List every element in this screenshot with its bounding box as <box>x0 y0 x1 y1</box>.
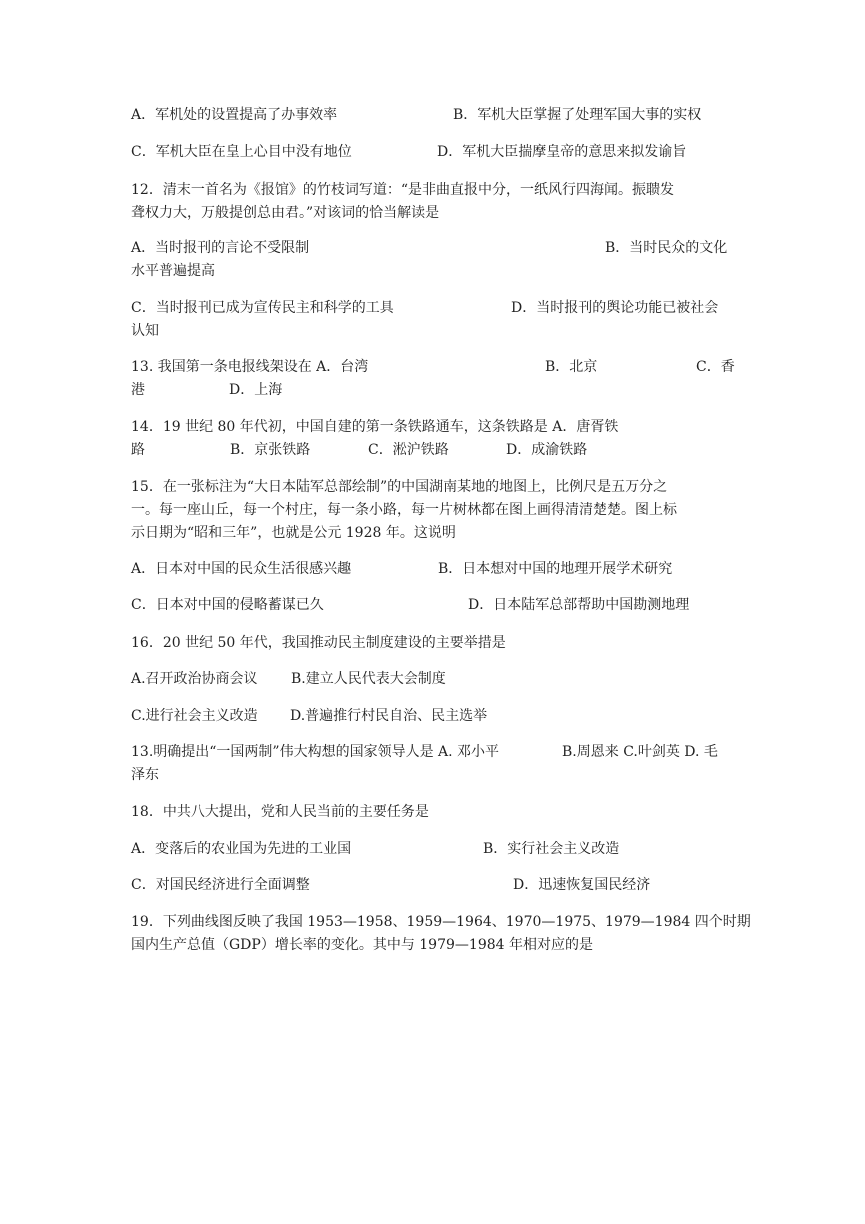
q18-option-d: D．迅速恢复国民经济 <box>513 877 651 893</box>
q13-option-b: B．北京 <box>545 359 598 375</box>
q18-option-c: C．对国民经济进行全面调整 <box>131 877 310 893</box>
q11-option-a: A．军机处的设置提高了办事效率 <box>131 107 338 123</box>
q13-option-d: D．上海 <box>229 382 283 398</box>
q17-options-bcd: B.周恩来 C.叶剑英 D. 毛 <box>562 744 718 760</box>
q12-option-b: B．当时民众的文化 <box>605 240 728 256</box>
q16-stem-text: 16．20 世纪 50 年代，我国推动民主制度建设的主要举措是 <box>131 635 506 651</box>
q17-option-d-tail: 泽东 <box>131 767 159 783</box>
q16-option-d: D.普遍推行村民自治、民主选举 <box>290 708 488 724</box>
q13-option-c: C．香 <box>696 359 735 375</box>
q12-stem-text: 12．清末一首名为《报馆》的竹枝词写道：“是非曲直报中分，一纸风行四海闻。振聩发 <box>131 182 674 198</box>
q12-option-b-tail: 水平普遍提高 <box>131 263 215 279</box>
q16-option-b: B.建立人民代表大会制度 <box>291 671 446 687</box>
q13-stem-option-a: 13. 我国第一条电报线架设在 A．台湾 <box>131 359 369 375</box>
q12-option-d-tail: 认知 <box>131 323 159 339</box>
q11-option-d: D．军机大臣揣摩皇帝的意思来拟发谕旨 <box>437 144 687 160</box>
q15-stem-text: 示日期为“昭和三年”，也就是公元 1928 年。这说明 <box>131 525 456 541</box>
q14-option-d: D．成渝铁路 <box>506 442 588 458</box>
q11-option-c: C．军机大臣在皇上心目中没有地位 <box>131 144 352 160</box>
q15-stem-text: 15．在一张标注为“大日本陆军总部绘制”的中国湖南某地的地图上，比例尺是五万分之 <box>131 479 668 495</box>
q15-option-c: C．日本对中国的侵略蓄谋已久 <box>131 597 324 613</box>
q18-stem-text: 18．中共八大提出，党和人民当前的主要任务是 <box>131 804 429 820</box>
q12-option-a: A．当时报刊的言论不受限制 <box>131 240 310 256</box>
q17-stem-option-a: 13.明确提出“一国两制”伟大构想的国家领导人是 A. 邓小平 <box>131 744 500 760</box>
q18-option-a: A．变落后的农业国为先进的工业国 <box>131 841 352 857</box>
q15-stem-text: 一。每一座山丘，每一个村庄，每一条小路，每一片树林都在图上画得清清楚楚。图上标 <box>131 502 677 518</box>
q15-option-d: D．日本陆军总部帮助中国勘测地理 <box>468 597 690 613</box>
q13-option-c-tail: 港 <box>131 382 145 398</box>
q12-option-d: D．当时报刊的舆论功能已被社会 <box>511 300 719 316</box>
q14-option-a-tail: 路 <box>131 442 145 458</box>
q16-option-c: C.进行社会主义改造 <box>131 708 258 724</box>
q14-stem-text: 14．19 世纪 80 年代初，中国自建的第一条铁路通车，这条铁路是 A．唐胥铁 <box>131 419 619 435</box>
q16-option-a: A.召开政治协商会议 <box>131 671 258 687</box>
q18-option-b: B．实行社会主义改造 <box>483 841 620 857</box>
q12-option-c: C．当时报刊已成为宣传民主和科学的工具 <box>131 300 394 316</box>
q12-stem-text: 聋权力大，万般提创总由君。”对该词的恰当解读是 <box>131 205 440 221</box>
q19-stem-text: 19．下列曲线图反映了我国 1953—1958、1959—1964、1970—1975、1979—1984 四个时期 <box>131 914 751 930</box>
q19-stem-text: 国内生产总值（GDP）增长率的变化。其中与 1979—1984 年相对应的是 <box>131 937 593 953</box>
q15-option-b: B．日本想对中国的地理开展学术研究 <box>438 561 673 577</box>
q15-option-a: A．日本对中国的民众生活很感兴趣 <box>131 561 352 577</box>
q14-option-c: C．淞沪铁路 <box>368 442 449 458</box>
q11-option-b: B．军机大臣掌握了处理军国大事的实权 <box>453 107 702 123</box>
q14-option-b: B．京张铁路 <box>230 442 311 458</box>
